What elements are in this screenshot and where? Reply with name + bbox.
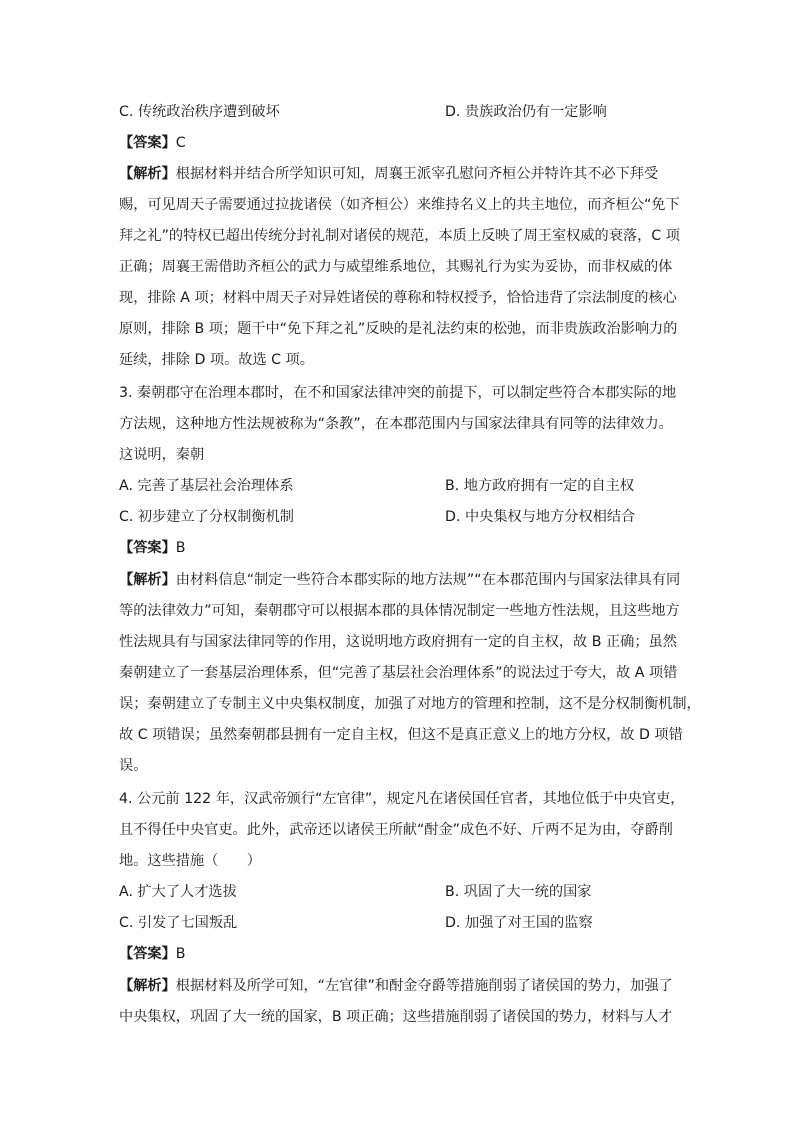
q3-stem-line: 这说明，秦朝 [119,447,205,463]
q3-analysis-line: 等的法律效力”可知，秦朝郡守可以根据本郡的具体情况制定一些地方性法规，且这些地方 [119,603,680,619]
answer-value: C [175,135,186,151]
q4-stem-line: 4. 公元前 122 年，汉武帝颁行“左官律”，规定凡在诸侯国任官者，其地位低于中央官吏， [119,791,685,807]
analysis-text: 由材料信息“制定一些符合本郡实际的地方法规”“在本郡范围内与国家法律具有同 [175,572,681,588]
q3-analysis-line: 误。 [119,758,148,774]
q2-analysis-line: 赐，可见周天子需要通过拉拢诸侯（如齐桓公）来维持名义上的共主地位，而齐桓公“免下 [119,197,680,213]
q3-option-d: D. 中央集权与地方分权相结合 [445,509,636,525]
q3-analysis-line: 误；秦朝建立了专制主义中央集权制度，加强了对地方的管理和控制，这不是分权制衡机制， [119,696,701,712]
q3-stem-line: 方法规，这种地方性法规被称为“条教”，在本郡范围内与国家法律具有同等的法律效力。 [119,416,673,432]
q3-stem-line: 3. 秦朝郡守在治理本郡时，在不和国家法律冲突的前提下，可以制定些符合本郡实际的地 [119,385,677,401]
q3-option-b: B. 地方政府拥有一定的自主权 [445,478,635,494]
analysis-tag: 【解析】 [119,572,176,588]
answer-value: B [175,946,186,962]
q2-option-d: D. 贵族政治仍有一定影响 [445,104,607,120]
q2-option-c: C. 传统政治秩序遭到破坏 [119,104,280,120]
q2-analysis-line: 现，排除 A 项；材料中周天子对异姓诸侯的尊称和特权授予，恰恰违背了宗法制度的核心 [119,290,677,306]
q2-answer [119,133,186,153]
q3-option-a: A. 完善了基层社会治理体系 [119,478,294,494]
q2-analysis-line: 延续，排除 D 项。故选 C 项。 [119,352,314,368]
q4-stem-line: 且不得任中央官吏。此外，武帝还以诸侯王所献“酎金”成色不好、斤两不足为由，夺爵削 [119,822,673,838]
q2-analysis-line [119,164,658,184]
q3-analysis-line: 故 C 项错误；虽然秦朝郡县拥有一定自主权，但这不是真正意义上的地方分权，故 D 项错 [119,727,683,743]
q4-analysis-line [119,976,673,996]
q2-analysis-line: 正确；周襄王需借助齐桓公的武力与威望维系地位，其赐礼行为实为妥协，而非权威的体 [119,259,673,275]
q3-analysis-line: 秦朝建立了一套基层治理体系，但“完善了基层社会治理体系”的说法过于夸大，故 A 项错 [119,665,678,681]
analysis-tag: 【解析】 [119,166,176,182]
q4-option-d: D. 加强了对王国的监察 [445,915,593,931]
q4-option-a: A. 扩大了人才选拔 [119,884,237,900]
q3-answer [119,538,186,558]
answer-tag: 【答案】 [119,135,176,151]
answer-tag: 【答案】 [119,540,176,556]
analysis-text: 根据材料并结合所学知识可知，周襄王派宰孔慰问齐桓公并特许其不必下拜受 [175,166,659,182]
q2-analysis-line: 原则，排除 B 项；题干中“免下拜之礼”反映的是礼法约束的松弛，而非贵族政治影响力的 [119,321,678,337]
analysis-tag: 【解析】 [119,978,176,994]
q4-answer [119,944,186,964]
answer-value: B [175,540,186,556]
q4-option-c: C. 引发了七国叛乱 [119,915,238,931]
q4-stem-line: 地。这些措施（ ） [119,853,261,869]
q4-analysis-line: 中央集权，巩固了大一统的国家，B 项正确；这些措施削弱了诸侯国的势力，材料与人才 [119,1009,673,1025]
answer-tag: 【答案】 [119,946,176,962]
q4-option-b: B. 巩固了大一统的国家 [445,884,592,900]
analysis-text: 根据材料及所学可知，“左官律”和酎金夺爵等措施削弱了诸侯国的势力，加强了 [175,978,673,994]
q3-option-c: C. 初步建立了分权制衡机制 [119,509,294,525]
q3-analysis-line [119,570,680,590]
q3-analysis-line: 性法规具有与国家法律同等的作用，这说明地方政府拥有一定的自主权，故 B 正确；虽然 [119,634,677,650]
q2-analysis-line: 拜之礼”的特权已超出传统分封礼制对诸侯的规范，本质上反映了周王室权威的衰落，C 项 [119,228,680,244]
